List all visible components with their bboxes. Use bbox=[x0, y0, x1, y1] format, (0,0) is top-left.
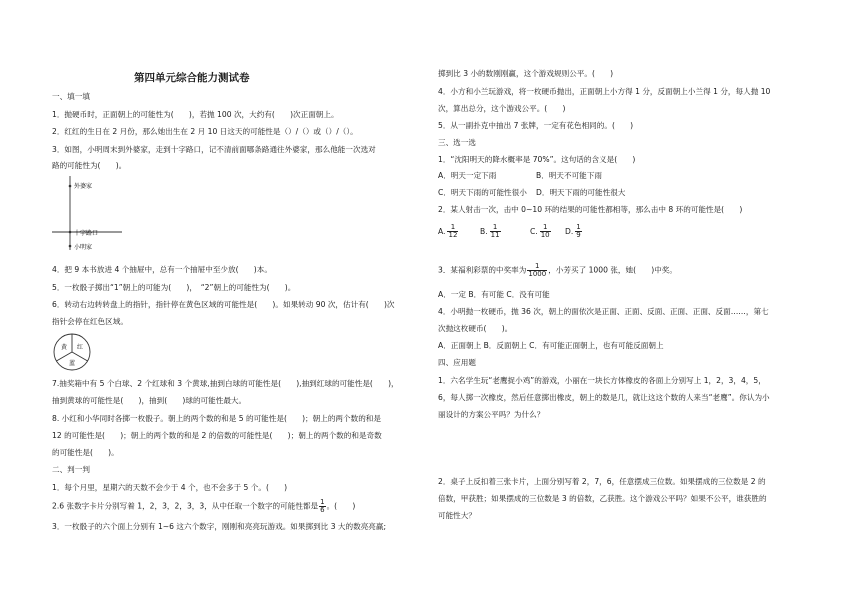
question-2-3-line1: 3．一枚骰子的六个面上分别有 1~6 这六个数字，刚刚和亮亮玩游戏。如果掷到比 3 大的数亮亮赢; bbox=[52, 522, 387, 531]
home-dot bbox=[69, 245, 72, 248]
question-4-1-line3: 丽设计的方案公平吗？为什么？ bbox=[438, 410, 545, 419]
question-1-7-line1: 7.抽奖箱中有 5 个白球、2 个红球和 3 个黄球,抽到白球的可能性是( ),抽到红球的可能性是( )， bbox=[52, 379, 399, 388]
question-2-4-line1: 4．小方和小兰玩游戏，将一枚硬币抛出，正面朝上小方得 1 分，反面朝上小兰得 1 分，每人抛 10 bbox=[438, 87, 771, 96]
crossroad-dot bbox=[69, 231, 72, 234]
option-3-1-a[interactable]: A．明天一定下雨 bbox=[438, 171, 497, 180]
options-3-4[interactable]: A．正面朝上 B．反面朝上 C．有可能正面朝上，也有可能反面朝上 bbox=[438, 341, 664, 350]
fraction-one-sixth: $\frac{1}{6}$ bbox=[320, 498, 325, 514]
question-2-4-line2: 次，算出总分，这个游戏公平。( ) bbox=[438, 104, 566, 113]
question-2-2-text: 2.6 张数字卡片分别写着 1，2，3，2，3，3，从中任取一个数字的可能性都是 bbox=[52, 501, 319, 511]
question-2-2 bbox=[52, 499, 355, 514]
section-heading-choose: 三、选一选 bbox=[438, 138, 476, 147]
section-heading-fill: 一、填一填 bbox=[52, 92, 90, 101]
option-3-2-a[interactable]: A. $\frac{1}{12}$ bbox=[438, 223, 458, 239]
fraction-option-d: $\frac{1}{9}$ bbox=[576, 223, 581, 239]
question-1-7-line2: 抽到黄球的可能性是( )，抽到( )球的可能性最大。 bbox=[52, 396, 247, 405]
spinner-diagram bbox=[52, 331, 96, 375]
question-1-5: 5．一枚骰子掷出“1”朝上的可能为( )， “2”朝上的可能性为( )。 bbox=[52, 283, 296, 292]
question-3-4-line1: 4．小明抛一枚硬币，抛 36 次，朝上的面依次是正面、正面、反面、正面、正面、反面……，第七 bbox=[438, 307, 769, 316]
question-1-6-line2: 指针会停在红色区域。 bbox=[52, 317, 128, 326]
crossroad-label: 十字路口 bbox=[74, 230, 99, 237]
question-1-2: 2．红红的生日在 2 月份，那么她出生在 2 月 10 日这天的可能性是（）/（）或（）/（）。 bbox=[52, 127, 358, 136]
option-3-1-b[interactable]: B．明天不可能下雨 bbox=[536, 171, 602, 180]
spinner-yellow-label: 黄 bbox=[61, 344, 68, 351]
question-3-4-line2: 次抛这枚硬币( )。 bbox=[438, 324, 513, 333]
option-3-1-d[interactable]: D．明天下雨的可能性很大 bbox=[536, 188, 626, 197]
question-1-3-line1: 3．如图，小明周末到外婆家，走到十字路口，记不清前面哪条路通往外婆家，那么他能一次选对 bbox=[52, 145, 376, 154]
question-1-6-line1: 6．转动右边转转盘上的指针，指针停在黄色区域的可能性是( )。如果转动 90 次，估计有( )次 bbox=[52, 300, 395, 309]
question-4-2-line1: 2．桌子上反扣着三张卡片，上面分别写着 2，7，6，任意摆成三位数。如果摆成的三位数是 2 的 bbox=[438, 477, 766, 486]
crossroad-diagram bbox=[52, 174, 152, 256]
question-2-3-line2: 掷到比 3 小的数刚刚赢，这个游戏规则公平。( ) bbox=[438, 69, 614, 78]
option-3-2-d[interactable]: D. $\frac{1}{9}$ bbox=[565, 223, 581, 239]
question-3-3-tail: ，小芳买了 1000 张，她( )中奖。 bbox=[548, 265, 677, 275]
question-1-4: 4．把 9 本书放进 4 个抽屉中，总有一个抽屉中至少放( )本。 bbox=[52, 265, 272, 274]
question-3-3-text: 3．某福利彩票的中奖率为 bbox=[438, 265, 527, 275]
option-3-1-c[interactable]: C．明天下雨的可能性很小 bbox=[438, 188, 527, 197]
fraction-option-c: $\frac{1}{10}$ bbox=[540, 223, 550, 239]
question-4-2-line3: 可能性大？ bbox=[438, 511, 476, 520]
spinner-red-label: 红 bbox=[77, 344, 84, 351]
question-2-1: 1．每个月里，星期六的天数不会少于 4 个，也不会多于 5 个。( ) bbox=[52, 483, 288, 492]
question-3-3 bbox=[438, 263, 677, 278]
grandma-house-label: 外婆家 bbox=[74, 183, 93, 190]
options-3-3[interactable]: A．一定 B．有可能 C．没有可能 bbox=[438, 290, 550, 299]
fraction-one-thousandth: $\frac{1}{1000}$ bbox=[528, 262, 547, 278]
home-label: 小明家 bbox=[74, 244, 93, 251]
spinner-blue-label: 蓝 bbox=[69, 360, 76, 367]
question-4-2-line2: 倍数，甲获胜；如果摆成的三位数是 3 的倍数，乙获胜。这个游戏公平吗？如果不公平，谁获胜的 bbox=[438, 494, 767, 503]
question-1-1: 1．抛硬币时，正面朝上的可能性为( )，若抛 100 次，大约有( )次正面朝上。 bbox=[52, 110, 339, 119]
question-1-8-line3: 的可能性是( )。 bbox=[52, 448, 119, 457]
question-1-3-line2: 路的可能性为( )。 bbox=[52, 161, 127, 170]
grandma-house-dot bbox=[69, 185, 72, 188]
page-title: 第四单元综合能力测试卷 bbox=[134, 72, 250, 84]
question-2-2-tail: 。( ) bbox=[326, 501, 356, 511]
question-3-1: 1．“沈阳明天的降水概率是 70%”。这句话的含义是( ) bbox=[438, 155, 636, 164]
option-3-2-c[interactable]: C. $\frac{1}{10}$ bbox=[530, 223, 550, 239]
section-heading-apply: 四、应用题 bbox=[438, 358, 476, 367]
question-1-8-line1: 8. 小红和小华同时各掷一枚骰子。朝上的两个数的和是 5 的可能性是( )；朝上的两个数的和是 bbox=[52, 414, 381, 423]
question-4-1-line2: 6，每人掷一次橡皮，然后任意掷出橡皮，朝上的数是几，就让这这个数的人来当“老鹰”。你认为小 bbox=[438, 393, 770, 402]
question-2-5: 5．从一副扑克中抽出 7 张牌，一定有花色相同的。( ) bbox=[438, 121, 634, 130]
question-1-8-line2: 12 的可能性是( )；朝上的两个数的和是 2 的倍数的可能性是( )；朝上的两个数的和是奇数 bbox=[52, 431, 382, 440]
fraction-option-b: $\frac{1}{11}$ bbox=[490, 223, 500, 239]
fraction-option-a: $\frac{1}{12}$ bbox=[448, 223, 458, 239]
section-heading-judge: 二、判一判 bbox=[52, 465, 90, 474]
option-3-2-b[interactable]: B. $\frac{1}{11}$ bbox=[480, 223, 500, 239]
question-4-1-line1: 1．六名学生玩“老鹰捉小鸡”的游戏，小丽在一块长方体橡皮的各面上分别写上 1，2，3，4，5， bbox=[438, 376, 766, 385]
question-3-2: 2．某人射击一次，击中 0~10 环的结果的可能性都相等，那么击中 8 环的可能性是( ) bbox=[438, 205, 743, 214]
